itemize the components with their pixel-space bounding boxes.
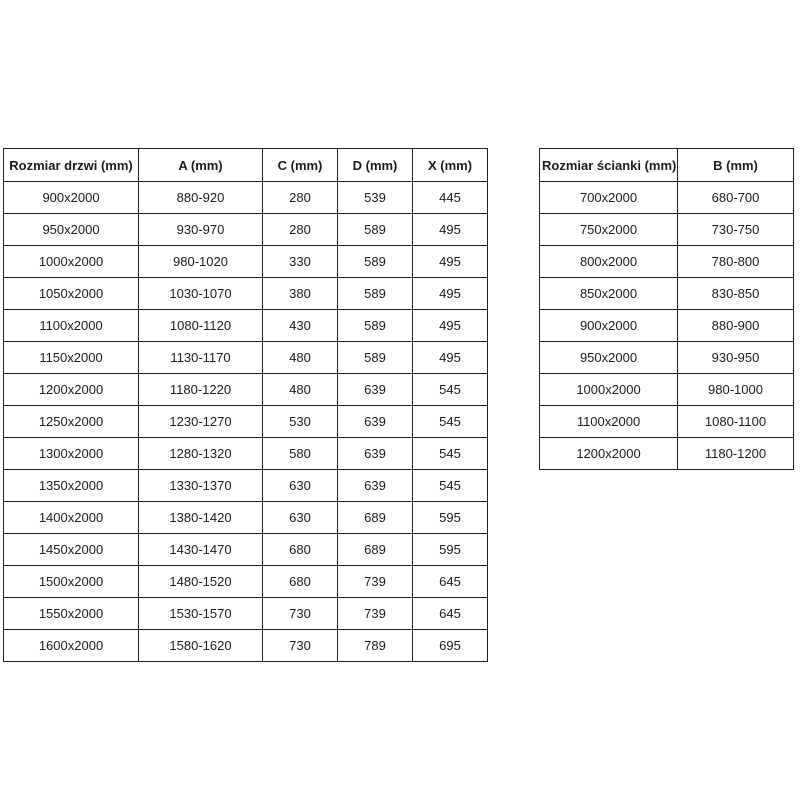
table-cell: 380 (263, 278, 338, 310)
wall-table-body (540, 182, 794, 470)
table-cell: 730 (263, 598, 338, 630)
table-row (540, 310, 794, 342)
table-cell: 495 (413, 246, 488, 278)
table-cell: 480 (263, 342, 338, 374)
table-cell: 1500x2000 (4, 566, 139, 598)
table-cell: 445 (413, 182, 488, 214)
table-row (540, 406, 794, 438)
table-cell: 645 (413, 598, 488, 630)
table-cell: 730-750 (678, 214, 794, 246)
column-header: A (mm) (139, 149, 263, 182)
table-cell: 589 (338, 278, 413, 310)
table-cell: 730 (263, 630, 338, 662)
table-cell: 1130-1170 (139, 342, 263, 374)
table-cell: 1100x2000 (540, 406, 678, 438)
table-cell: 680-700 (678, 182, 794, 214)
table-cell: 1330-1370 (139, 470, 263, 502)
table-cell: 980-1000 (678, 374, 794, 406)
table-row (4, 214, 488, 246)
table-cell: 1580-1620 (139, 630, 263, 662)
table-cell: 580 (263, 438, 338, 470)
table-cell: 680 (263, 534, 338, 566)
table-cell: 1530-1570 (139, 598, 263, 630)
table-cell: 589 (338, 342, 413, 374)
column-header: X (mm) (413, 149, 488, 182)
table-row (4, 374, 488, 406)
wall-sizes-table (539, 148, 794, 470)
table-cell: 480 (263, 374, 338, 406)
table-cell: 639 (338, 406, 413, 438)
table-cell: 495 (413, 342, 488, 374)
table-cell: 545 (413, 438, 488, 470)
table-cell: 1300x2000 (4, 438, 139, 470)
table-row (4, 630, 488, 662)
wall-table-header-row (540, 149, 794, 182)
door-table-body (4, 182, 488, 662)
table-cell: 789 (338, 630, 413, 662)
table-cell: 950x2000 (4, 214, 139, 246)
table-row (4, 182, 488, 214)
table-cell: 880-900 (678, 310, 794, 342)
table-cell: 1050x2000 (4, 278, 139, 310)
table-cell: 1000x2000 (540, 374, 678, 406)
table-cell: 1380-1420 (139, 502, 263, 534)
table-cell: 1200x2000 (540, 438, 678, 470)
table-cell: 630 (263, 502, 338, 534)
table-cell: 739 (338, 598, 413, 630)
table-cell: 589 (338, 310, 413, 342)
table-row (4, 342, 488, 374)
table-cell: 545 (413, 406, 488, 438)
table-cell: 1080-1100 (678, 406, 794, 438)
table-row (540, 214, 794, 246)
table-cell: 930-950 (678, 342, 794, 374)
table-cell: 1180-1220 (139, 374, 263, 406)
table-cell: 1280-1320 (139, 438, 263, 470)
table-row (540, 342, 794, 374)
table-cell: 850x2000 (540, 278, 678, 310)
table-row (4, 438, 488, 470)
table-cell: 645 (413, 566, 488, 598)
column-header: B (mm) (678, 149, 794, 182)
table-cell: 495 (413, 214, 488, 246)
table-cell: 639 (338, 438, 413, 470)
table-cell: 800x2000 (540, 246, 678, 278)
table-cell: 1080-1120 (139, 310, 263, 342)
table-row (4, 566, 488, 598)
table-cell: 595 (413, 534, 488, 566)
table-cell: 539 (338, 182, 413, 214)
table-cell: 700x2000 (540, 182, 678, 214)
table-cell: 280 (263, 214, 338, 246)
table-row (4, 534, 488, 566)
table-cell: 639 (338, 470, 413, 502)
table-cell: 1230-1270 (139, 406, 263, 438)
table-cell: 780-800 (678, 246, 794, 278)
table-row (540, 246, 794, 278)
table-row (4, 598, 488, 630)
table-cell: 630 (263, 470, 338, 502)
table-cell: 750x2000 (540, 214, 678, 246)
table-cell: 280 (263, 182, 338, 214)
table-cell: 430 (263, 310, 338, 342)
table-cell: 1180-1200 (678, 438, 794, 470)
table-cell: 495 (413, 310, 488, 342)
table-cell: 1250x2000 (4, 406, 139, 438)
table-cell: 1100x2000 (4, 310, 139, 342)
table-row (540, 278, 794, 310)
table-cell: 1000x2000 (4, 246, 139, 278)
table-cell: 1450x2000 (4, 534, 139, 566)
table-cell: 1030-1070 (139, 278, 263, 310)
column-header: C (mm) (263, 149, 338, 182)
table-cell: 1600x2000 (4, 630, 139, 662)
table-row (4, 310, 488, 342)
table-cell: 689 (338, 502, 413, 534)
table-cell: 1200x2000 (4, 374, 139, 406)
table-cell: 830-850 (678, 278, 794, 310)
table-row (4, 278, 488, 310)
table-row (4, 502, 488, 534)
table-row (540, 438, 794, 470)
table-cell: 1150x2000 (4, 342, 139, 374)
table-cell: 595 (413, 502, 488, 534)
column-header: Rozmiar drzwi (mm) (4, 149, 139, 182)
door-table-header-row (4, 149, 488, 182)
table-cell: 689 (338, 534, 413, 566)
table-cell: 589 (338, 246, 413, 278)
table-cell: 330 (263, 246, 338, 278)
table-cell: 950x2000 (540, 342, 678, 374)
table-cell: 900x2000 (4, 182, 139, 214)
table-cell: 680 (263, 566, 338, 598)
column-header: Rozmiar ścianki (mm) (540, 149, 678, 182)
table-cell: 900x2000 (540, 310, 678, 342)
table-cell: 545 (413, 374, 488, 406)
table-cell: 695 (413, 630, 488, 662)
column-header: D (mm) (338, 149, 413, 182)
table-cell: 1550x2000 (4, 598, 139, 630)
table-row (540, 182, 794, 214)
table-cell: 1400x2000 (4, 502, 139, 534)
table-row (4, 406, 488, 438)
table-cell: 1480-1520 (139, 566, 263, 598)
table-cell: 1430-1470 (139, 534, 263, 566)
table-row (540, 374, 794, 406)
table-cell: 639 (338, 374, 413, 406)
table-row (4, 470, 488, 502)
table-cell: 495 (413, 278, 488, 310)
table-cell: 530 (263, 406, 338, 438)
table-cell: 545 (413, 470, 488, 502)
table-row (4, 246, 488, 278)
table-cell: 1350x2000 (4, 470, 139, 502)
table-cell: 880-920 (139, 182, 263, 214)
table-cell: 980-1020 (139, 246, 263, 278)
table-cell: 589 (338, 214, 413, 246)
table-cell: 930-970 (139, 214, 263, 246)
table-cell: 739 (338, 566, 413, 598)
door-sizes-table (3, 148, 488, 662)
